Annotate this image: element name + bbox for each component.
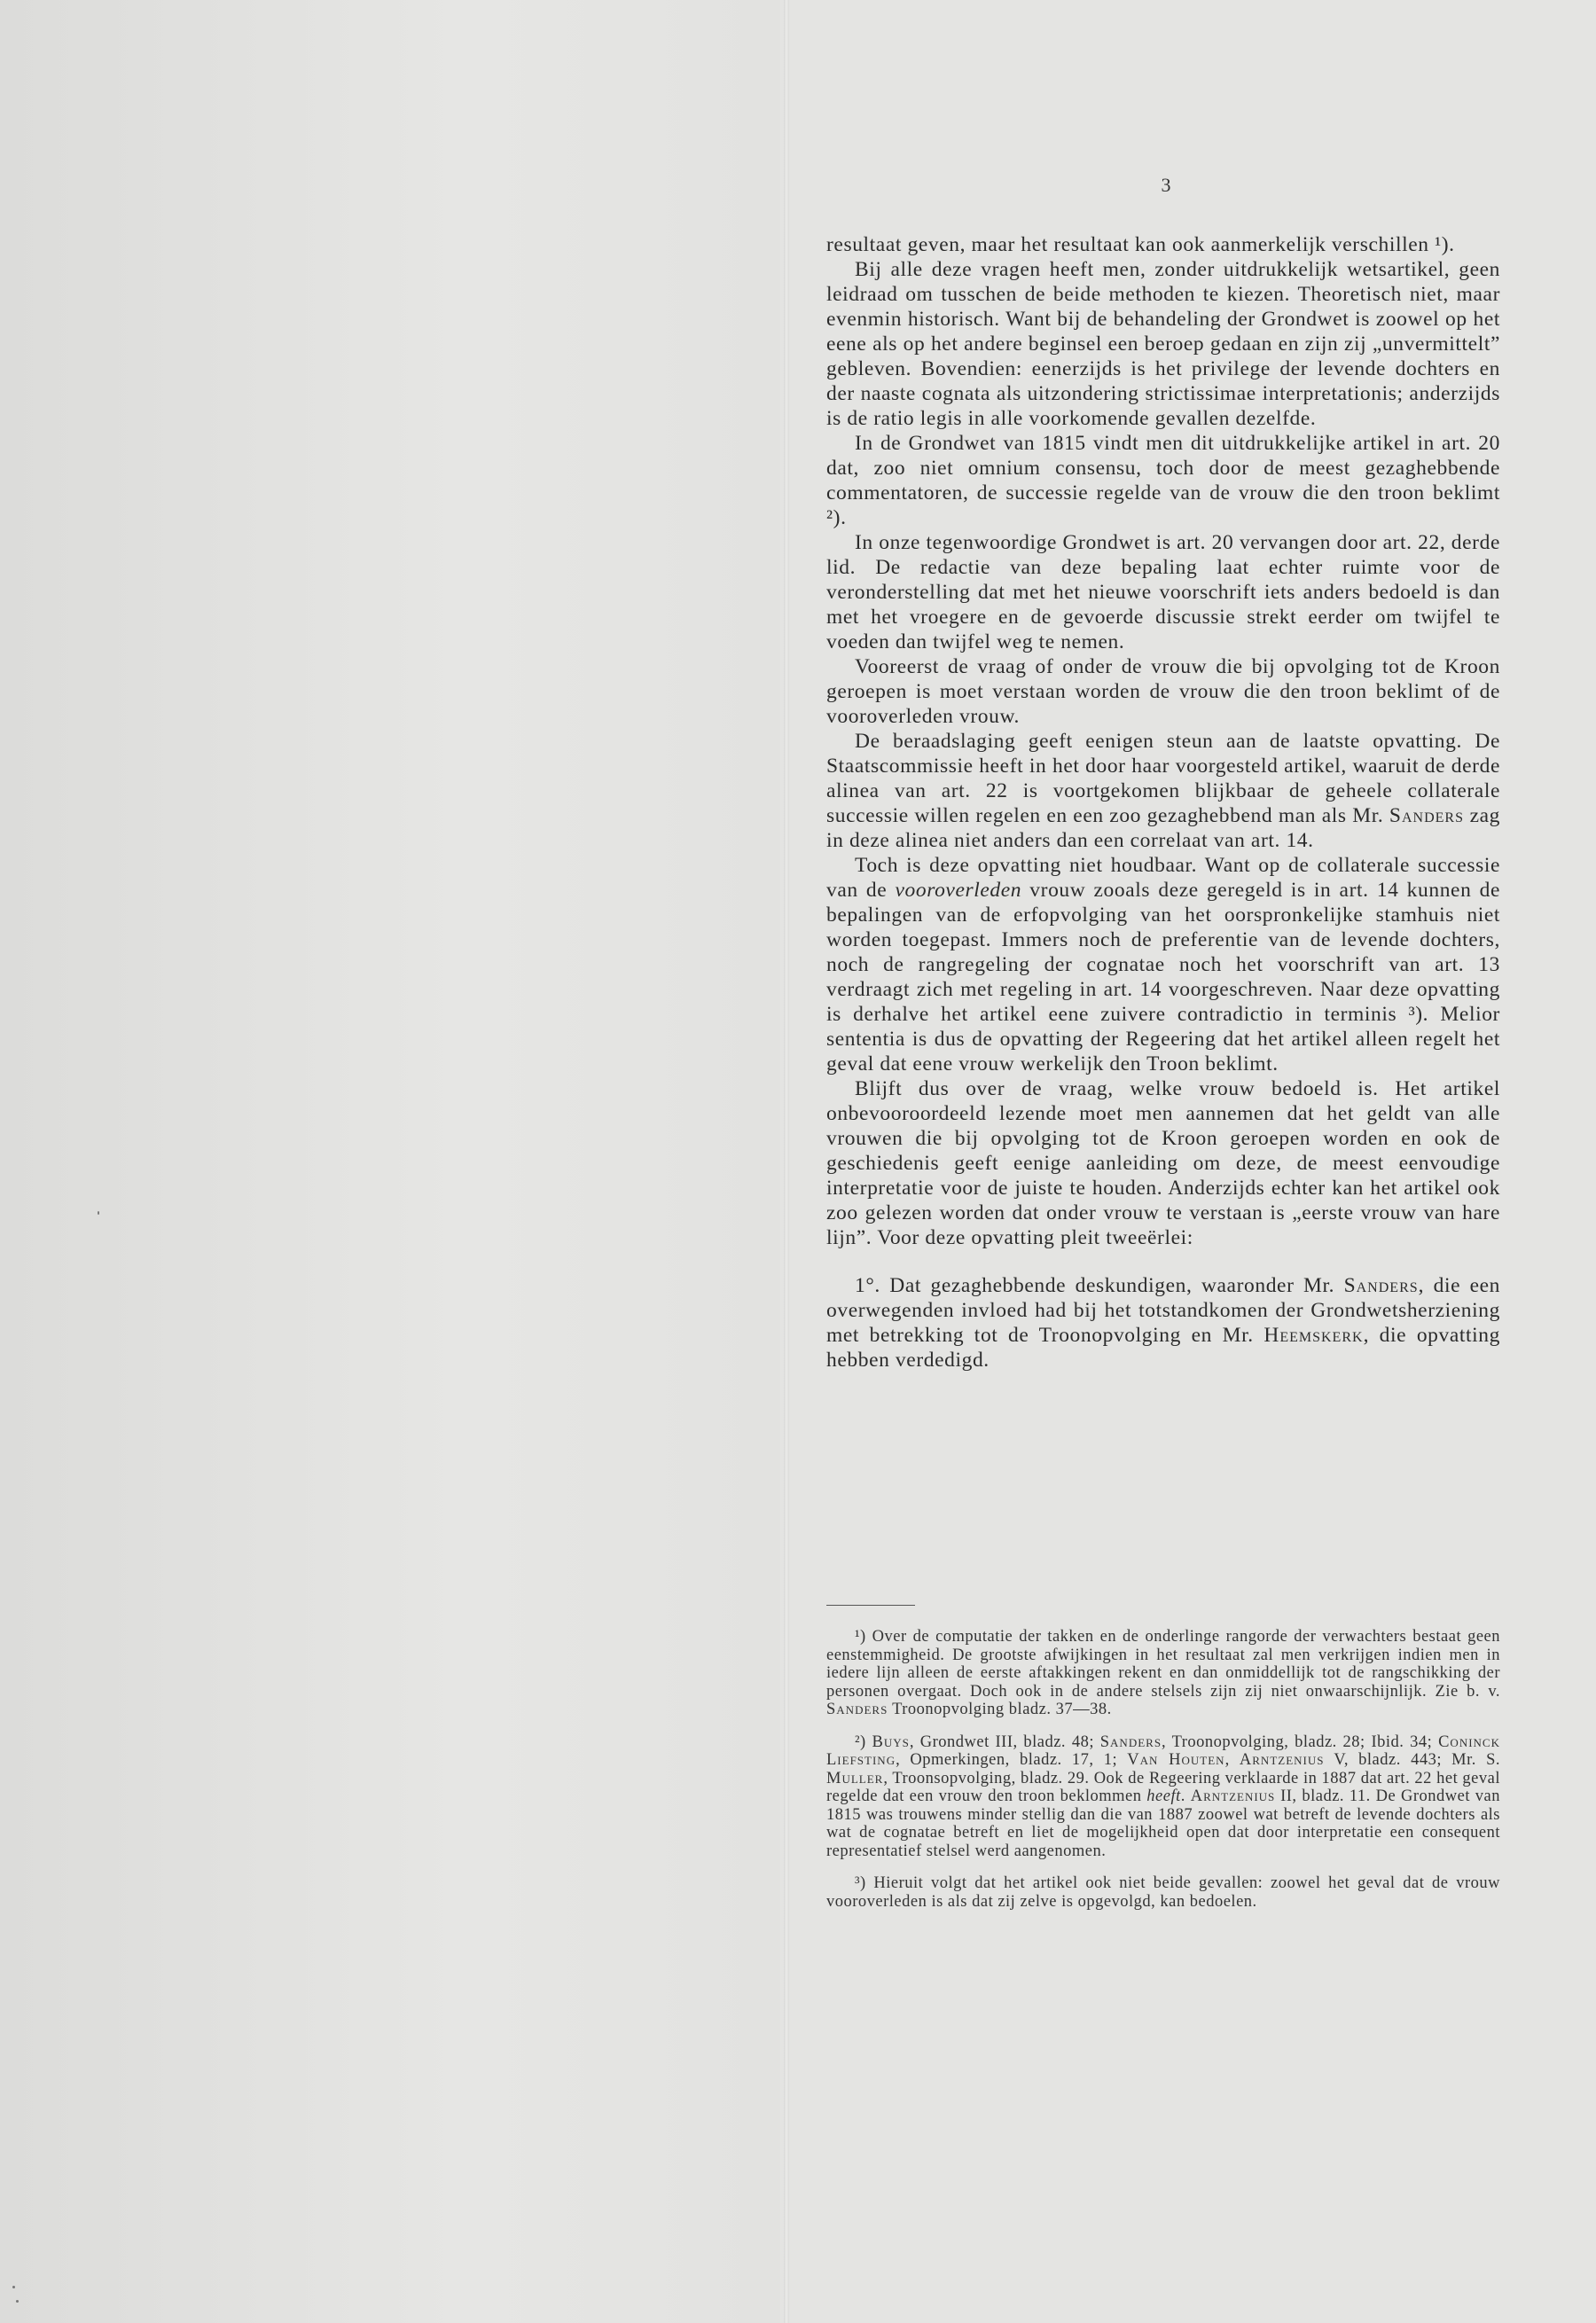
person-name: Van Houten (1127, 1751, 1225, 1769)
text-run: II, bladz. 11. De Grondwet van 1815 was trouwens minder stellig dan die van 1887 zoowel wat betreft de levende dochters als wat de cognatae betreft en liet de mogelijkheid open dat door interpretatie een consequent representatief stelsel werd aangenomen. (826, 1787, 1501, 1860)
numbered-paragraph (826, 1273, 1500, 1373)
scan-speck (98, 1211, 99, 1215)
person-name: Heemskerk (1264, 1324, 1364, 1347)
footnote-3: ³) Hieruit volgt dat het artikel ook niet beide gevallen: zoowel het geval dat de vrouw vooroverleden is als dat zij zelve is opgevolgd, kan bedoelen. (826, 1874, 1500, 1911)
footnotes (826, 1628, 1500, 1925)
paragraph: In de Grondwet van 1815 vindt men dit uitdrukkelijke artikel in art. 20 dat, zoo niet omnium consensu, toch door de meest gezaghebbende commentatoren, de successie regelde van de vrouw die den troon beklimt ²). (826, 432, 1500, 529)
scan-speck (12, 2286, 15, 2288)
scan-speck (16, 2300, 19, 2303)
text-run: , (1224, 1751, 1240, 1769)
person-name: Arntzenius (1239, 1751, 1325, 1769)
person-name: Muller (826, 1769, 884, 1787)
italic-term: vooroverleden (895, 879, 1022, 902)
paragraph: Blijft dus over de vraag, welke vrouw bedoeld is. Het artikel onbevooroordeeld lezende moet men aannemen dat het geldt van alle vrouwen die bij opvolging tot de Kroon geroepen worden en ook de geschiedenis geeft eenige aanleiding om deze, de meest eenvoudige interpretatie voor de juiste te houden. Anderzijds echter kan het artikel ook zoo gelezen worden dat onder vrouw te verstaan is „eerste vrouw van hare lijn”. Voor deze opvatting pleit tweeërlei: (826, 1077, 1500, 1249)
text-run: ¹) Over de computatie der takken en de onderlinge rangorde der verwachters bestaat geen eenstemmigheid. De grootste afwijkingen in het resultaat zal men verkrijgen indien men in iedere lijn alleen de eerste aftakkingen rekent en dan onmiddellijk tot de rangschikking der personen overgaat. Doch ook in de andere stelsels zijn zij niet onwaarschijnlijk. Zie b. v. (826, 1628, 1500, 1701)
paragraph (826, 729, 1500, 853)
body-text (826, 232, 1500, 1373)
text-run: V, bladz. 443; Mr. S. (1324, 1751, 1500, 1769)
page-fold (784, 0, 789, 2323)
text-run: . (1180, 1787, 1191, 1805)
person-name: Coninck Liefsting (826, 1732, 1500, 1769)
text-run: , Opmerkingen, bladz. 17, 1; (896, 1751, 1128, 1769)
text-run: , Grondwet III, bladz. 48; (909, 1732, 1100, 1751)
person-name: Sanders (1099, 1732, 1162, 1751)
text-run: , die een overwegenden invloed had bij het totstandkomen der Grondwetsherziening met betrekking tot de Troonopvolging en Mr. (826, 1274, 1500, 1347)
paragraph (826, 853, 1500, 1076)
text-run: , die opvatting hebben verdedigd. (826, 1324, 1500, 1372)
text-run: Toch is deze opvatting niet houdbaar. Want op de collaterale successie van de (826, 854, 1500, 902)
text-run: 1°. Dat gezaghebbende deskundigen, waaronder Mr. (855, 1274, 1344, 1297)
text-run: De beraadslaging geeft eenigen steun aan de laatste opvatting. De Staatscommissie heeft in het door haar voorgesteld artikel, waaruit de derde alinea van art. 22 is voortgekomen blijkbaar de geheele collaterale successie willen regelen en een zoo gezaghebbend man als Mr. (826, 730, 1500, 827)
footnote-1 (826, 1628, 1500, 1719)
person-name: Arntzenius (1190, 1787, 1276, 1805)
paragraph: Bij alle deze vragen heeft men, zonder uitdrukkelijk wetsartikel, geen leidraad om tusschen de beide methoden te kiezen. Theoretisch niet, maar evenmin historisch. Want bij de behandeling der Grondwet is zoowel op het eene als op het andere beginsel een beroep gedaan en zijn zij „unvermittelt” gebleven. Bovendien: eenerzijds is het privilege der levende dochters en der naaste cognata als uitzondering strictissimae interpretationis; anderzijds is de ratio legis in alle voorkomende gevallen dezelfde. (826, 258, 1500, 430)
footnote-marker: ²) (855, 1732, 872, 1751)
text-run: vrouw zooals deze geregeld is in art. 14 kunnen de bepalingen van de erfopvolging van het oorspronkelijke stamhuis niet worden toegepast. Immers noch de preferentie van de levende dochters, noch de rangregeling der cognatae noch het voorschrift van art. 13 verdraagt zich met regeling in art. 14 voorgeschreven. Naar deze opvatting is derhalve het artikel eene zuivere contradictio in terminis ³). Melior sententia is dus de opvatting der Regeering dat het artikel alleen regelt het geval dat eene vrouw werkelijk den Troon beklimt. (826, 879, 1500, 1075)
text-run: , Troonsopvolging, bladz. 29. Ook de Regeering verklaarde in 1887 dat art. 22 het geval regelde dat een vrouw den troon beklommen (826, 1769, 1500, 1805)
paragraph: Vooreerst de vraag of onder de vrouw die bij opvolging tot de Kroon geroepen is moet verstaan worden de vrouw die den troon beklimt of de vooroverleden vrouw. (826, 655, 1500, 728)
person-name: Sanders (1343, 1274, 1419, 1297)
page-number: 3 (1161, 174, 1171, 196)
person-name: Sanders (826, 1701, 888, 1718)
blank-facing-page (0, 0, 780, 2323)
person-name: Sanders (1389, 804, 1464, 827)
paragraph: resultaat geven, maar het resultaat kan ook aanmerkelijk verschillen ¹). (826, 233, 1455, 256)
text-run: Troonopvolging bladz. 37—38. (888, 1701, 1112, 1718)
italic-term: heeft (1146, 1787, 1181, 1805)
paragraph: In onze tegenwoordige Grondwet is art. 20 vervangen door art. 22, derde lid. De redactie van deze bepaling laat echter ruimte voor de veronderstelling dat met het nieuwe voorschrift iets anders bedoeld is dan met het vroegere en de gevoerde discussie strekt eerder om twijfel te voeden dan twijfel weg te nemen. (826, 531, 1500, 653)
person-name: Buys (872, 1732, 910, 1751)
text-run: , Troonopvolging, bladz. 28; Ibid. 34; (1162, 1732, 1439, 1751)
footnote-separator (826, 1605, 915, 1606)
footnote-2 (826, 1733, 1500, 1861)
text-run: zag in deze alinea niet anders dan een correlaat van art. 14. (826, 804, 1500, 852)
